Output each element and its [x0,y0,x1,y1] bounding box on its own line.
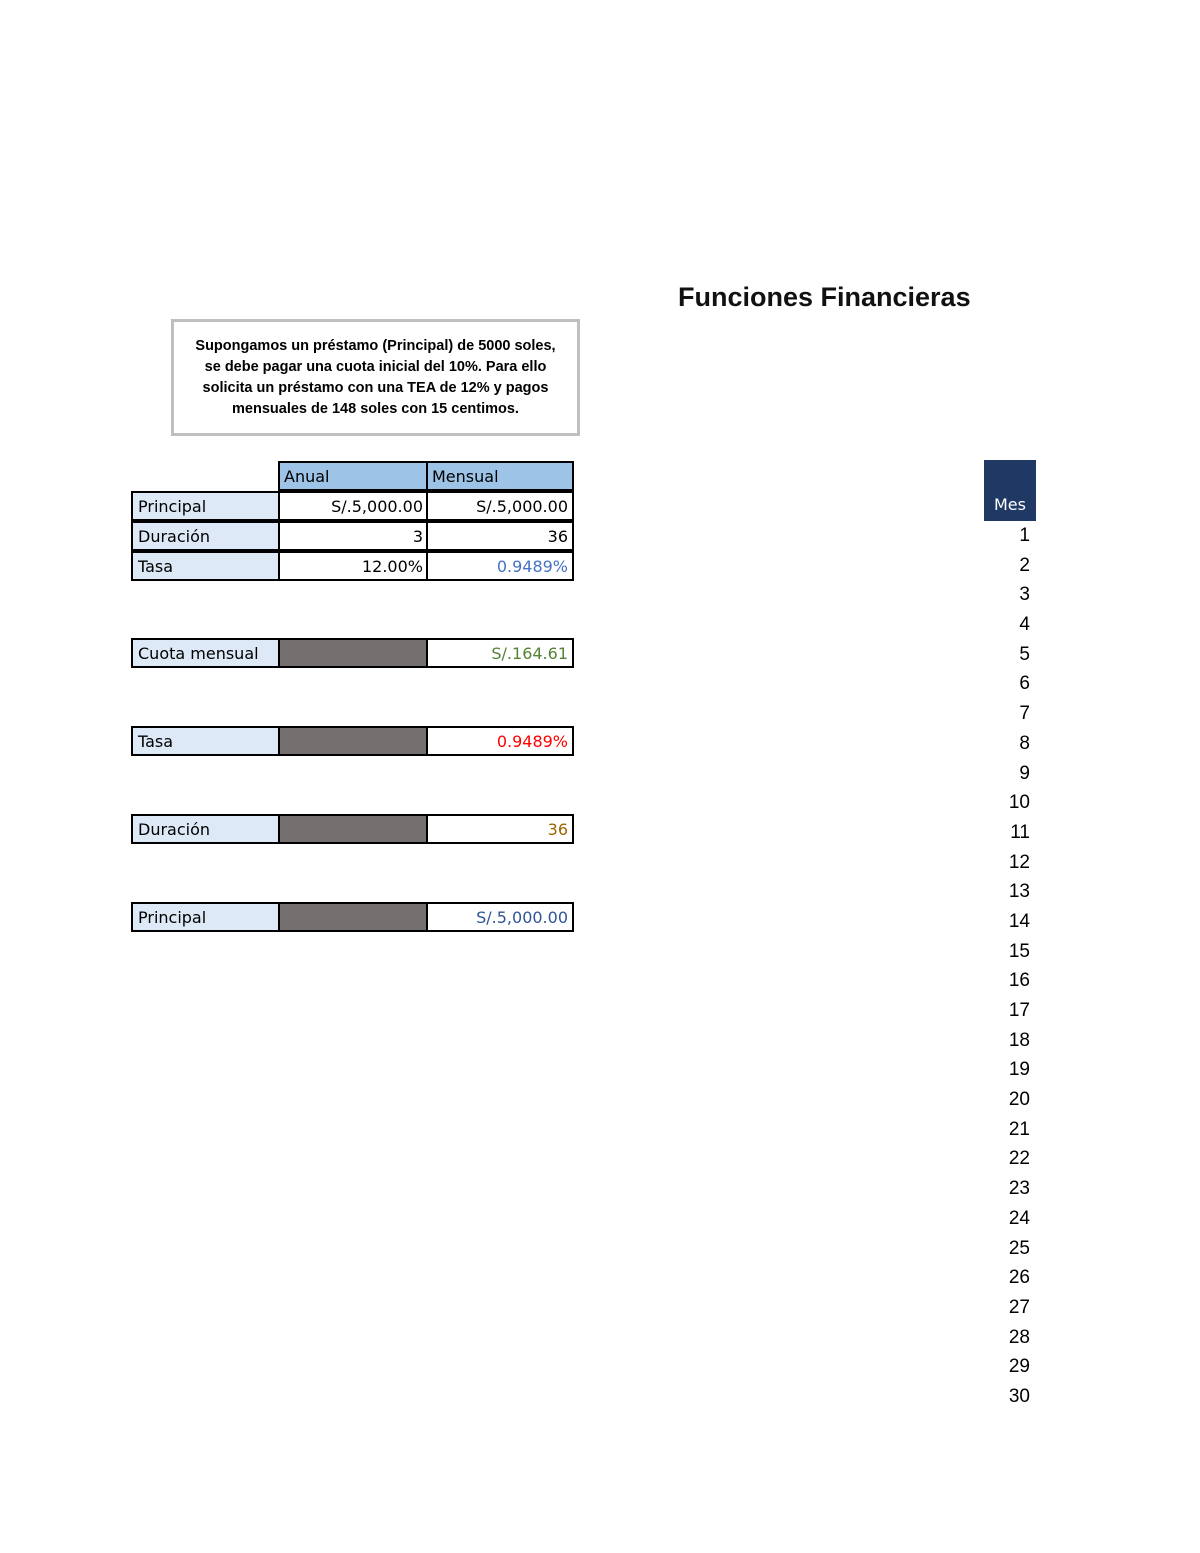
mes-cell[interactable]: 11 [1010,821,1030,843]
mes-cell[interactable]: 29 [1008,1356,1030,1378]
row-principal-label[interactable]: Principal [131,491,281,521]
mes-cell[interactable]: 15 [1008,940,1030,962]
mes-cell[interactable]: 5 [1019,643,1030,665]
mes-cell[interactable]: 25 [1008,1237,1030,1259]
mes-header[interactable]: Mes [984,490,1036,521]
mes-cell[interactable]: 16 [1008,970,1030,992]
header-mensual[interactable]: Mensual [426,461,574,491]
principal-result-gray-cell[interactable] [278,902,429,932]
row-duracion-label[interactable]: Duración [131,521,281,551]
duracion-result-gray-cell[interactable] [278,814,429,844]
mes-cell[interactable]: 23 [1008,1178,1030,1200]
principal-result-label[interactable]: Principal [131,902,281,932]
principal-result-value[interactable]: S/.5,000.00 [426,902,574,932]
mes-cell[interactable]: 19 [1008,1059,1030,1081]
tasa-result-gray-cell[interactable] [278,726,429,756]
mes-cell[interactable]: 12 [1008,851,1030,873]
mes-cell[interactable]: 14 [1008,910,1030,932]
mes-cell[interactable]: 1 [1019,525,1030,546]
cuota-mensual-value[interactable]: S/.164.61 [426,638,574,668]
mes-column [984,521,1030,1412]
problem-note [171,319,580,436]
mes-cell[interactable]: 20 [1008,1089,1030,1111]
tasa-result-label[interactable]: Tasa [131,726,281,756]
mes-cell[interactable]: 7 [1019,703,1030,725]
tasa-mensual-cell[interactable]: 0.9489% [426,551,574,581]
mes-cell[interactable]: 28 [1008,1326,1030,1348]
duracion-anual-cell[interactable]: 3 [278,521,429,551]
mes-cell[interactable]: 24 [1008,1207,1030,1229]
mes-cell[interactable]: 8 [1019,732,1030,754]
page-title: Funciones Financieras [678,282,971,312]
principal-mensual-cell[interactable]: S/.5,000.00 [426,491,574,521]
problem-note-text: Supongamos un préstamo (Principal) de 5000 soles, se debe pagar una cuota inicial del 10%. Para ello solicita un préstamo con una TEA de 12% y pagos mensuales de 148 soles con 15 centimos. [195,337,556,417]
mes-cell[interactable]: 9 [1019,762,1030,784]
mes-cell[interactable]: 4 [1019,614,1030,636]
mes-cell[interactable]: 6 [1019,673,1030,695]
mes-cell[interactable]: 21 [1008,1118,1030,1140]
tasa-anual-cell[interactable]: 12.00% [278,551,429,581]
mes-cell[interactable]: 2 [1019,554,1030,576]
mes-cell[interactable]: 3 [1019,584,1030,606]
mes-header-top-cell[interactable] [984,460,1036,490]
mes-cell[interactable]: 27 [1008,1296,1030,1318]
mes-cell[interactable]: 26 [1008,1267,1030,1289]
mes-cell[interactable]: 13 [1008,881,1030,903]
mes-cell[interactable]: 17 [1008,1000,1030,1021]
duracion-result-value[interactable]: 36 [426,814,574,844]
row-tasa-label[interactable]: Tasa [131,551,281,581]
cuota-mensual-gray-cell[interactable] [278,638,429,668]
principal-anual-cell[interactable]: S/.5,000.00 [278,491,429,521]
header-anual[interactable]: Anual [278,461,429,491]
cuota-mensual-label[interactable]: Cuota mensual [131,638,281,668]
tasa-result-value[interactable]: 0.9489% [426,726,574,756]
duracion-mensual-cell[interactable]: 36 [426,521,574,551]
mes-cell[interactable]: 30 [1008,1385,1030,1407]
mes-cell[interactable]: 10 [1008,792,1030,814]
mes-cell[interactable]: 18 [1008,1029,1030,1051]
mes-cell[interactable]: 22 [1008,1148,1030,1170]
duracion-result-label[interactable]: Duración [131,814,281,844]
